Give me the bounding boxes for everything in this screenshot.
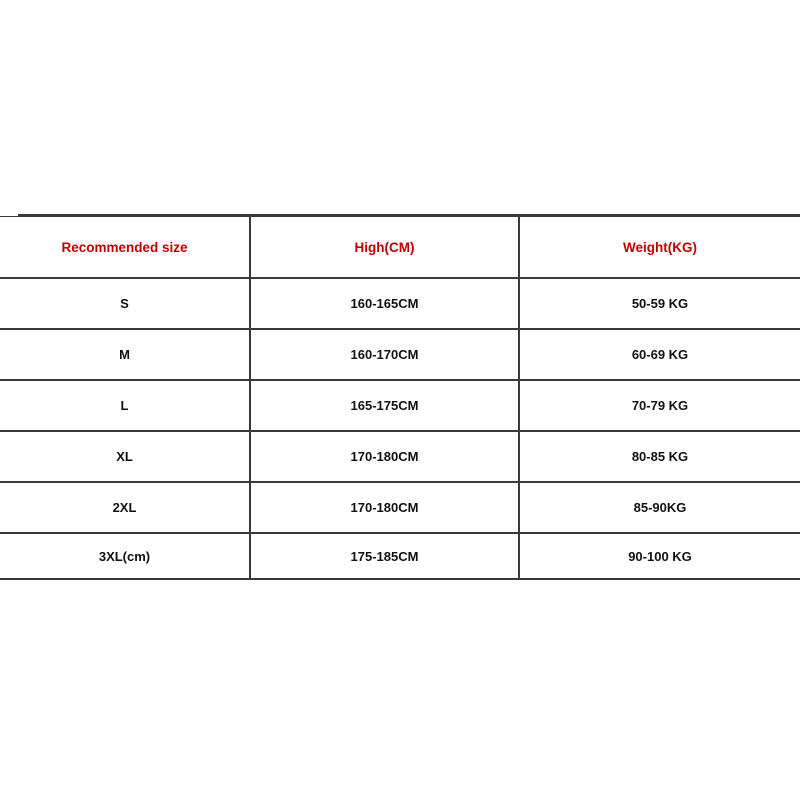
table-header-row [0, 217, 800, 279]
height-cell: 170-180CM [250, 482, 519, 533]
size-chart-table [0, 216, 800, 580]
header-recommended-size: Recommended size [0, 217, 250, 279]
size-cell: 2XL [0, 482, 250, 533]
height-cell: 175-185CM [250, 533, 519, 579]
table-row [0, 431, 800, 482]
height-cell: 165-175CM [250, 380, 519, 431]
weight-cell: 80-85 KG [519, 431, 800, 482]
weight-cell: 85-90KG [519, 482, 800, 533]
table-row [0, 533, 800, 579]
height-cell: 170-180CM [250, 431, 519, 482]
weight-cell: 90-100 KG [519, 533, 800, 579]
table-row [0, 380, 800, 431]
size-cell: M [0, 329, 250, 380]
size-cell: 3XL(cm) [0, 533, 250, 579]
weight-cell: 60-69 KG [519, 329, 800, 380]
weight-cell: 50-59 KG [519, 278, 800, 329]
size-cell: XL [0, 431, 250, 482]
size-cell: L [0, 380, 250, 431]
header-weight: Weight(KG) [519, 217, 800, 279]
table-row [0, 278, 800, 329]
size-cell: S [0, 278, 250, 329]
height-cell: 160-165CM [250, 278, 519, 329]
height-cell: 160-170CM [250, 329, 519, 380]
table-row [0, 329, 800, 380]
table-row [0, 482, 800, 533]
weight-cell: 70-79 KG [519, 380, 800, 431]
header-height: High(CM) [250, 217, 519, 279]
